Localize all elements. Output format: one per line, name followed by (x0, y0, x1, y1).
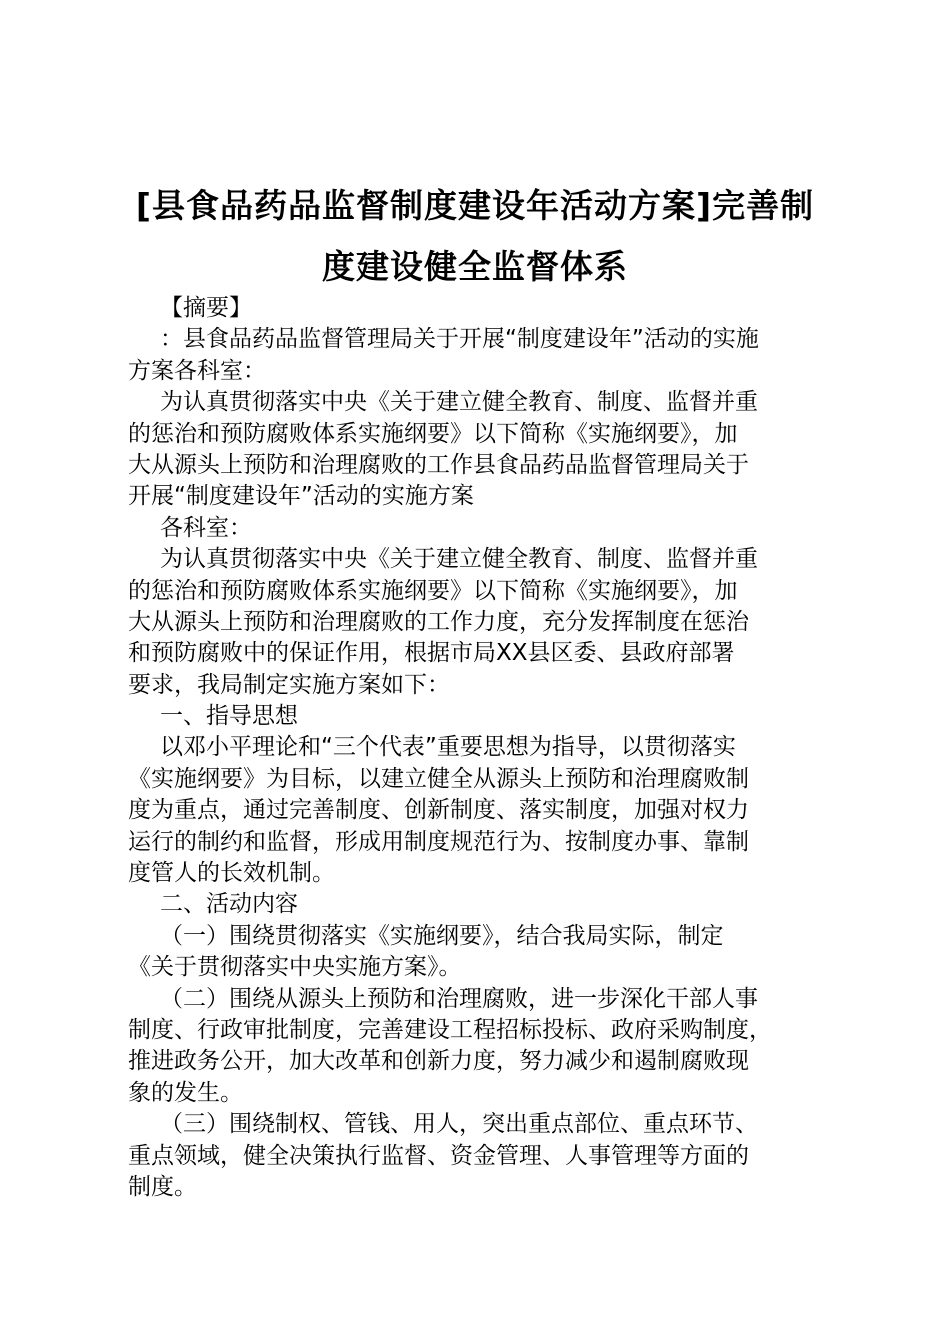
paragraph-line: 度为重点，通过完善制度、创新制度、落实制度，加强对权力 (128, 797, 749, 824)
paragraph-line: 以邓小平理论和“三个代表”重要思想为指导，以贯彻落实 (160, 734, 736, 761)
paragraph-line: 为认真贯彻落实中央《关于建立健全教育、制度、监督并重 (160, 546, 758, 573)
paragraph-line: 一、指导思想 (160, 703, 298, 730)
paragraph-line: （二）围绕从源头上预防和治理腐败，进一步深化干部人事 (160, 985, 758, 1012)
paragraph-line: 二、活动内容 (160, 891, 298, 918)
paragraph-line: 度管人的长效机制。 (128, 860, 335, 887)
paragraph-line: 的惩治和预防腐败体系实施纲要》以下简称《实施纲要》，加 (128, 577, 738, 604)
paragraph-line: 大从源头上预防和治理腐败的工作力度，充分发挥制度在惩治 (128, 608, 749, 635)
paragraph-line: 制度。 (128, 1173, 197, 1200)
paragraph-line: 要求，我局制定实施方案如下： (128, 671, 450, 698)
paragraph-line: 【摘要】 (160, 295, 252, 321)
paragraph-line: 的惩治和预防腐败体系实施纲要》以下简称《实施纲要》，加 (128, 420, 738, 447)
paragraph-line: 开展“制度建设年”活动的实施方案 (128, 483, 474, 510)
paragraph-line: （三）围绕制权、管钱、用人，突出重点部位、重点环节、 (160, 1111, 758, 1138)
paragraph-line: 方案各科室： (128, 357, 266, 384)
document-body (128, 293, 842, 1203)
paragraph-line: ：县食品药品监督管理局关于开展“制度建设年”活动的实施 (160, 326, 759, 353)
paragraph-line: （一）围绕贯彻落实《实施纲要》，结合我局实际，制定 (160, 922, 724, 949)
paragraph-line: 推进政务公开，加大改革和创新力度，努力减少和遏制腐败现 (128, 1048, 749, 1075)
paragraph-line: 象的发生。 (128, 1079, 243, 1106)
paragraph-line: 《实施纲要》为目标，以建立健全从源头上预防和治理腐败制 (128, 765, 749, 792)
paragraph-line: 各科室： (160, 514, 252, 541)
paragraph-line: 制度、行政审批制度，完善建设工程招标投标、政府采购制度， (128, 1016, 772, 1043)
document-title-line-2: 度建设健全监督体系 (322, 247, 628, 286)
document-title-line-1: [县食品药品监督制度建设年活动方案]完善制 (135, 186, 815, 225)
paragraph-line: 重点领域，健全决策执行监督、资金管理、人事管理等方面的 (128, 1142, 749, 1169)
paragraph-line: 运行的制约和监督，形成用制度规范行为、按制度办事、靠制 (128, 828, 749, 855)
paragraph-line: 《关于贯彻落实中央实施方案》。 (128, 954, 462, 981)
paragraph-line: 大从源头上预防和治理腐败的工作县食品药品监督管理局关于 (128, 451, 749, 478)
paragraph-line: 为认真贯彻落实中央《关于建立健全教育、制度、监督并重 (160, 389, 758, 416)
paragraph-line: 和预防腐败中的保证作用，根据市局XX县区委、县政府部署 (128, 640, 735, 667)
